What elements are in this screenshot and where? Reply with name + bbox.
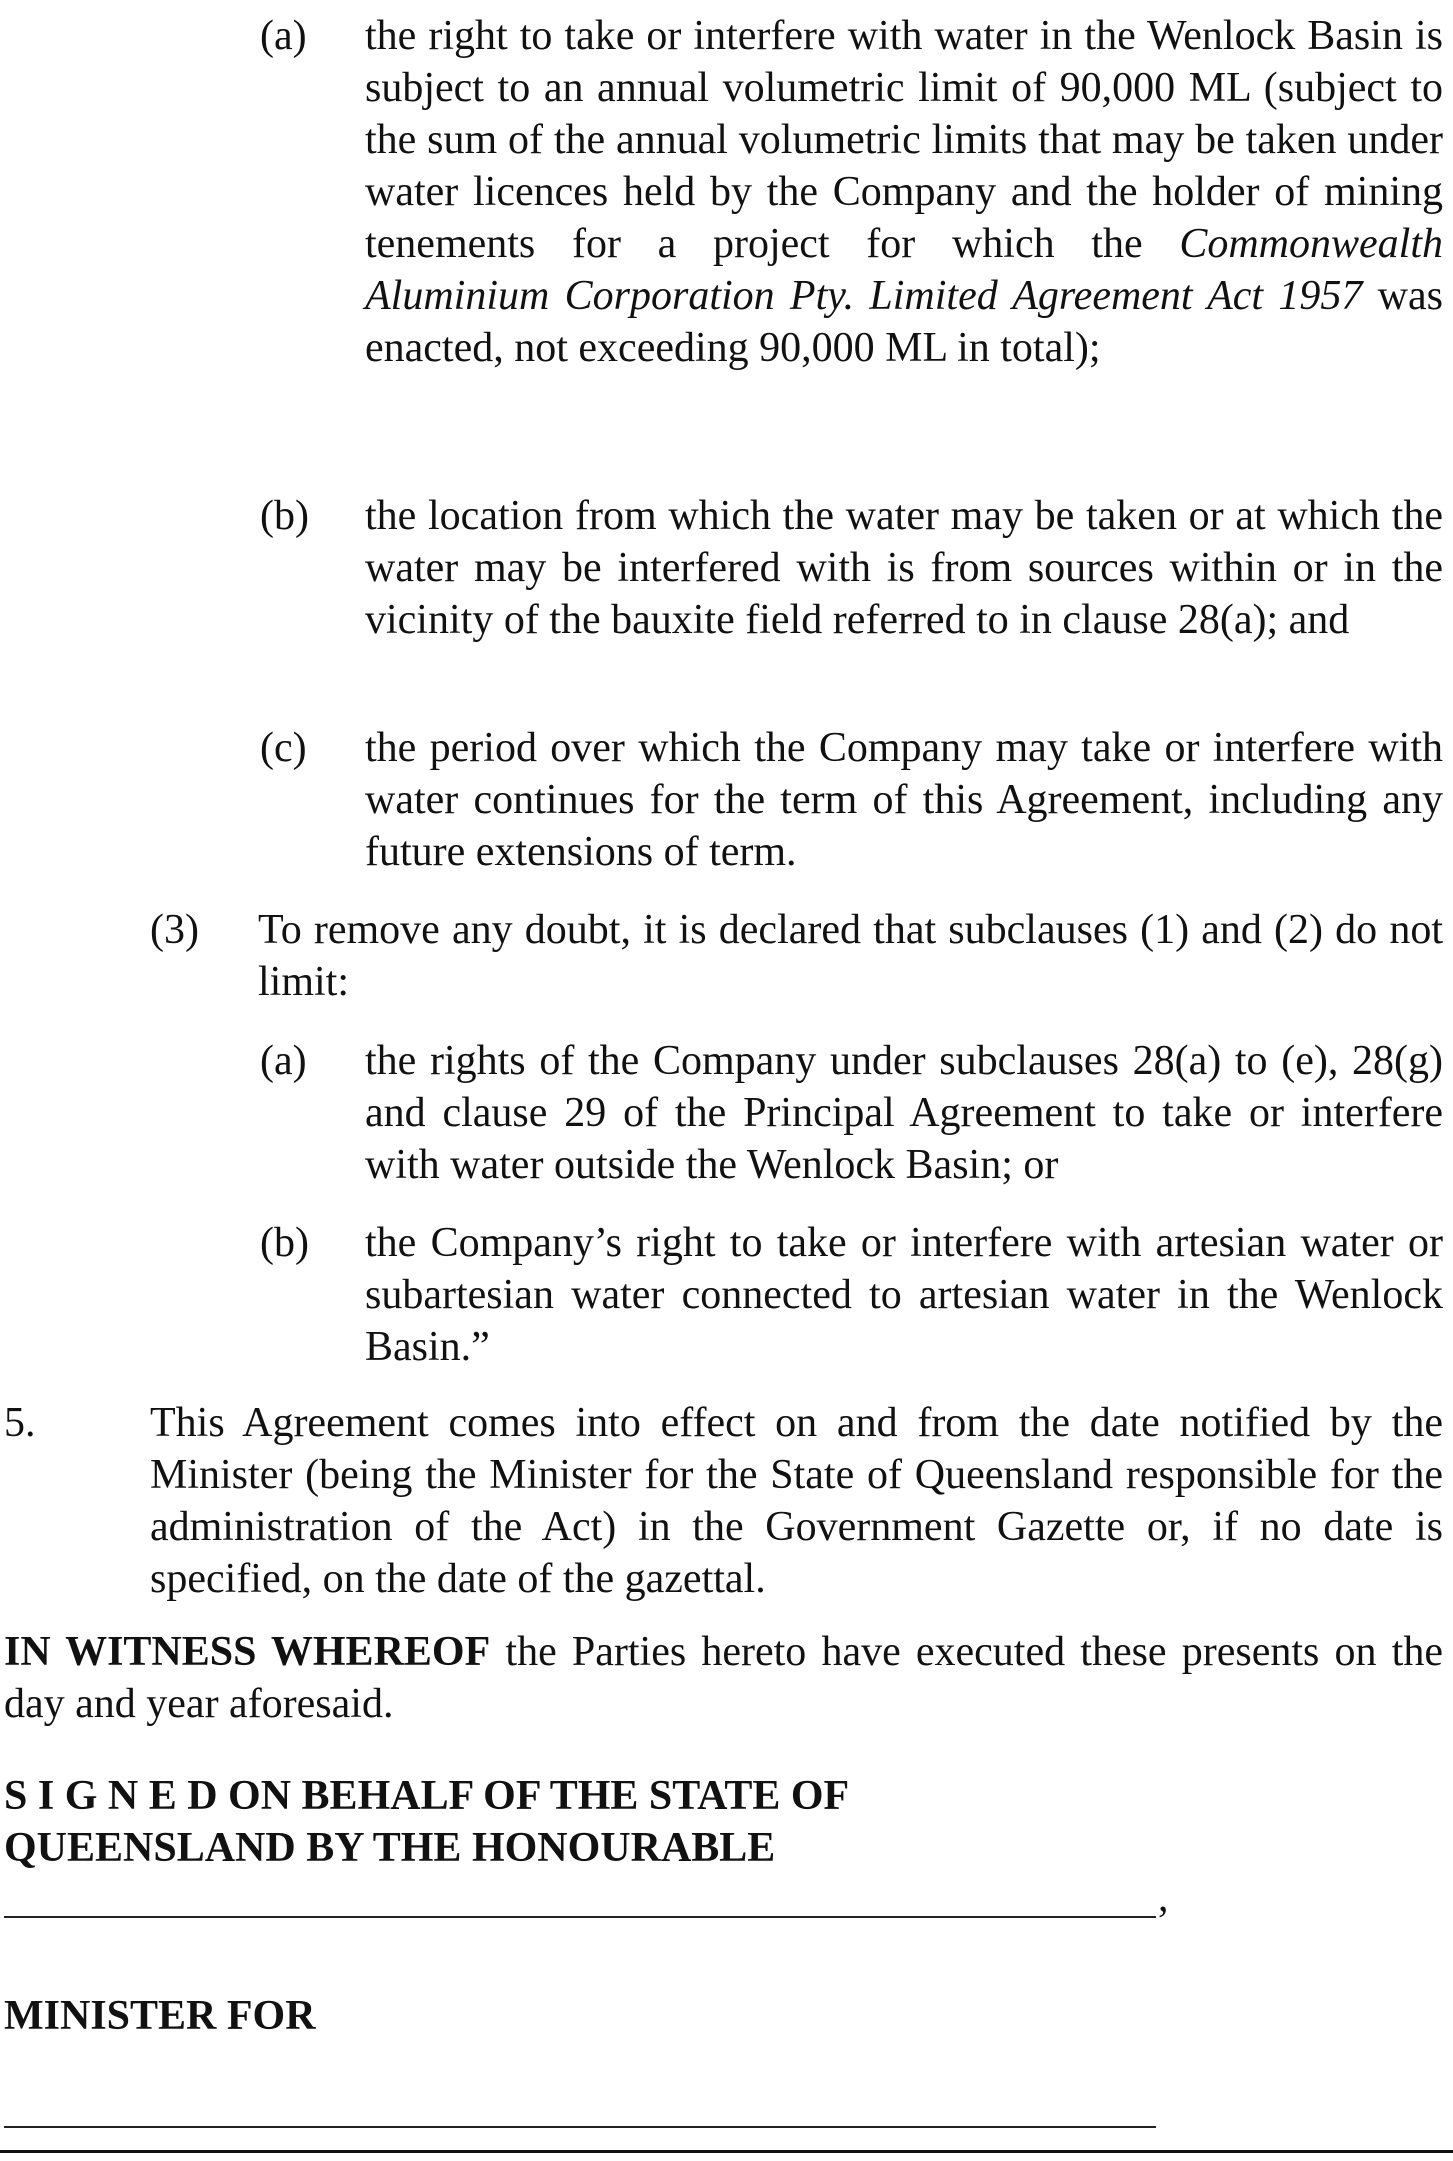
item-text: the period over which the Company may take or interfere with water continues for the term of this Agreement, including any future extensions of term. (365, 725, 1443, 875)
item-text (365, 10, 1443, 374)
item-text-part: was enacted, not exceeding 90,000 ML in total); (365, 273, 1443, 371)
signing-heading (4, 1770, 849, 1874)
item-label: (a) (260, 13, 307, 59)
signing-heading-line: S I G N E D ON BEHALF OF THE STATE OF (4, 1773, 850, 1819)
witness-heading: IN WITNESS WHEREOF (4, 1629, 491, 1675)
item-text: the rights of the Company under subclauses 28(a) to (e), 28(g) and clause 29 of the Principal Agreement to take or interfere with water outside the Wenlock Basin; or (365, 1038, 1443, 1188)
minister-portfolio-line (4, 2126, 1156, 2128)
item-label: (a) (260, 1038, 307, 1084)
item-label: (b) (260, 1220, 309, 1266)
subclause-text: To remove any doubt, it is declared that subclauses (1) and (2) do not limit: (258, 907, 1443, 1005)
signing-heading-line: QUEENSLAND BY THE HONOURABLE (4, 1825, 776, 1871)
clause-text: This Agreement comes into effect on and from the date notified by the Minister (being the Minister for the State of Queensland responsible for the administration of the Act) in the Government Gazette or, if no date is specified, on the date of the gazettal. (150, 1400, 1443, 1602)
item-label: (b) (260, 493, 309, 539)
item-text: the Company’s right to take or interfere with artesian water or subartesian water connected to artesian water in the Wenlock Basin.” (365, 1220, 1443, 1370)
bottom-rule (0, 2150, 1453, 2153)
minister-for-label: MINISTER FOR (4, 1993, 316, 2039)
minister-name-line (4, 1916, 1156, 1918)
item-text: the location from which the water may be taken or at which the water may be interfered with is from sources within or in the vicinity of the bauxite field referred to in clause 28(a); and (365, 493, 1443, 643)
act-title: Commonwealth Aluminium Corporation Pty. Limited Agreement Act 1957 (365, 221, 1443, 319)
item-text-part: the right to take or interfere with water in the Wenlock Basin is subject to an annual volumetric limit of 90,000 ML (subject to the sum of the annual volumetric limits that may be taken under water licences held by the Company and the holder of mining tenements for a project for which the (365, 13, 1443, 267)
subclause-label: (3) (150, 907, 199, 953)
witness-clause (4, 1626, 1443, 1730)
item-label: (c) (260, 725, 307, 771)
signature-comma: , (1158, 1875, 1169, 1921)
witness-text: the Parties hereto have executed these presents on the day and year aforesaid. (4, 1629, 1443, 1727)
clause-number: 5. (4, 1400, 36, 1446)
